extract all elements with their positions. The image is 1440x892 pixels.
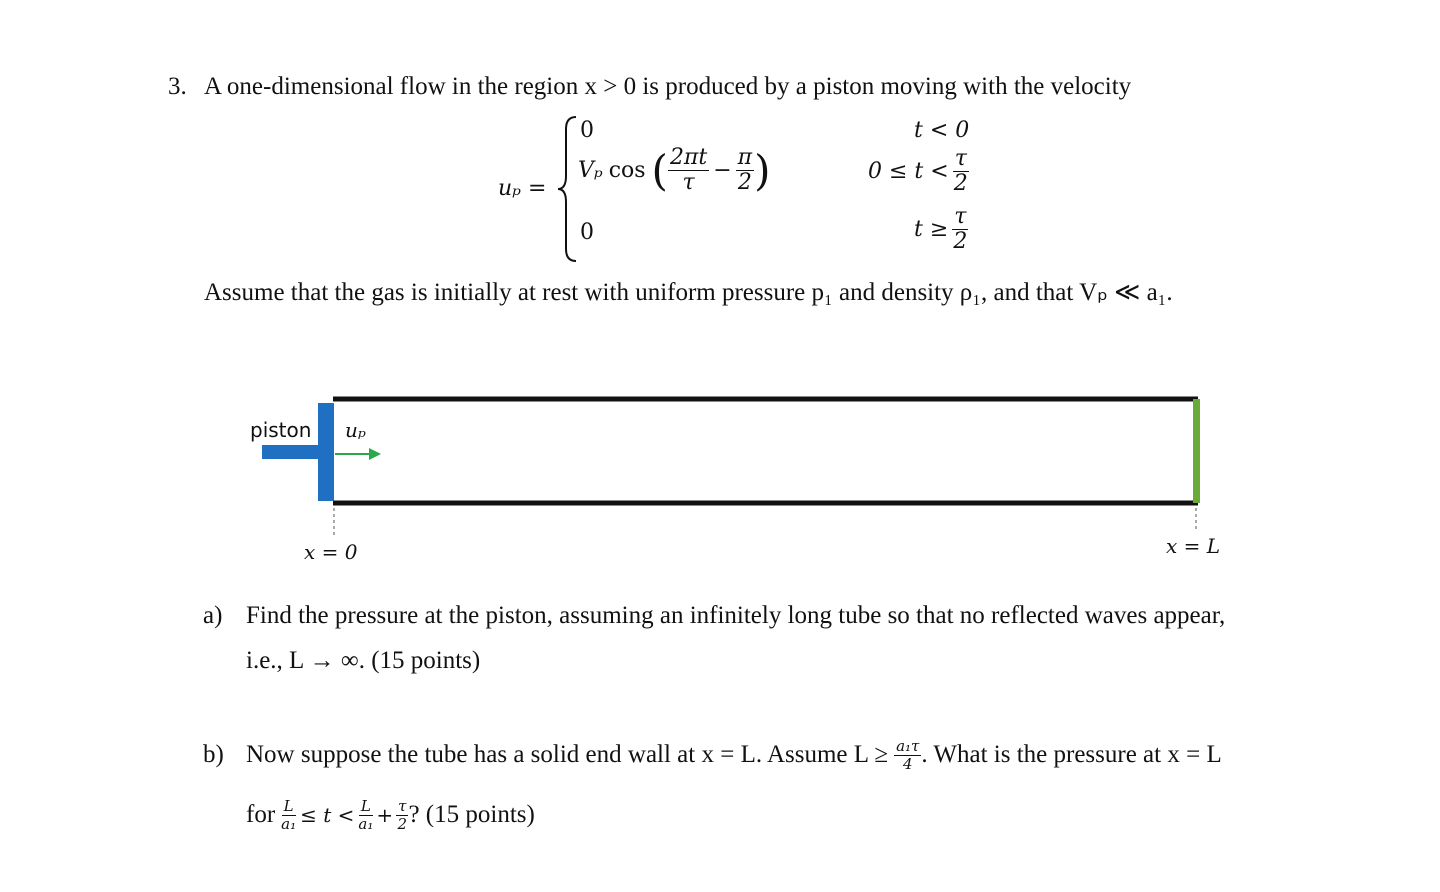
part-b-label: b) — [203, 741, 224, 768]
part-b-line2-mid: ≤ t < — [300, 803, 355, 827]
case1-value: 0 — [580, 118, 594, 143]
case2-frac1-num: 2πt — [669, 145, 708, 170]
piston-tube-diagram — [0, 380, 1440, 580]
case2-expression — [578, 146, 771, 195]
part-b-line1-prefix: Now suppose the tube has a solid end wall at x = L. Assume L ≥ — [246, 741, 889, 768]
velocity-arrow-head — [369, 448, 381, 460]
part-b-line2-frac1 — [281, 796, 297, 833]
part-a-line1: Find the pressure at the piston, assuming an infinitely long tube so that no reflected waves appear, — [246, 602, 1226, 629]
case2-close-paren: ) — [754, 146, 771, 195]
piecewise-equation — [490, 112, 990, 272]
origin-label: x = 0 — [304, 540, 358, 564]
piston-head — [318, 403, 334, 501]
part-b-line2-suffix: ? (15 points) — [408, 801, 535, 828]
part-b-line2-for: for — [246, 801, 276, 828]
case2-frac2-num: π — [737, 145, 753, 170]
part-b-frac-num: a₁τ — [896, 736, 920, 755]
piston-rod — [262, 445, 320, 459]
case3-value: 0 — [580, 220, 594, 245]
part-b-line2-plus: + — [376, 803, 394, 827]
part-b-f2-den: a₁ — [358, 814, 374, 833]
case2-condition — [868, 148, 969, 195]
case2-frac1-den: τ — [682, 170, 695, 195]
end-label: x = L — [1166, 534, 1221, 558]
problem-number: 3. — [168, 73, 187, 100]
part-b-line2 — [246, 790, 535, 840]
part-b-f1-den: a₁ — [281, 814, 297, 833]
case2-cond-fraction — [953, 148, 969, 195]
case3-cond-left: t ≥ — [914, 217, 949, 242]
case2-fraction-2 — [736, 147, 754, 194]
part-b-line2-frac2 — [358, 796, 374, 833]
part-b-line1-suffix: . What is the pressure at x = L — [921, 741, 1222, 768]
case2-vp: Vₚ — [578, 158, 603, 183]
case3-cond-den: 2 — [953, 229, 968, 254]
part-b-f2-num: L — [360, 796, 371, 815]
part-b-line2-frac3 — [396, 796, 408, 833]
case2-cond-num: τ — [954, 146, 967, 171]
case2-minus: − — [713, 158, 732, 183]
case3-condition — [914, 206, 968, 253]
tube-drawing — [0, 380, 1440, 580]
part-b-f3-den: 2 — [397, 814, 408, 833]
part-b-line1-fraction — [894, 736, 921, 773]
case2-open-paren: ( — [651, 146, 668, 195]
case2-frac2-den: 2 — [737, 170, 752, 195]
part-b-line1 — [246, 730, 1222, 780]
case2-cond-left: 0 ≤ t < — [868, 159, 949, 184]
problem-statement: A one-dimensional flow in the region x > 0 is produced by a piston moving with the velocity — [204, 73, 1132, 100]
case2-cond-den: 2 — [953, 171, 968, 196]
equation-lhs: uₚ = — [498, 176, 547, 201]
case2-cos: cos — [608, 158, 646, 183]
part-a-label: a) — [203, 602, 223, 629]
end-wall — [1193, 399, 1200, 503]
piston-label: piston — [250, 418, 312, 442]
part-a-line2: i.e., L → ∞. (15 points) — [246, 647, 481, 674]
part-b-frac-den: 4 — [902, 754, 913, 773]
part-b-f1-num: L — [283, 796, 294, 815]
left-brace — [556, 114, 580, 264]
part-b-f3-num: τ — [398, 796, 407, 815]
case3-cond-fraction — [952, 206, 968, 253]
case1-condition: t < 0 — [914, 118, 970, 143]
case3-cond-num: τ — [954, 204, 967, 229]
velocity-label: uₚ — [345, 418, 366, 442]
case2-fraction-1 — [668, 147, 709, 194]
assumption-text: Assume that the gas is initially at rest with uniform pressure p₁ and density ρ₁, and that Vₚ ≪ a₁. — [204, 279, 1173, 306]
